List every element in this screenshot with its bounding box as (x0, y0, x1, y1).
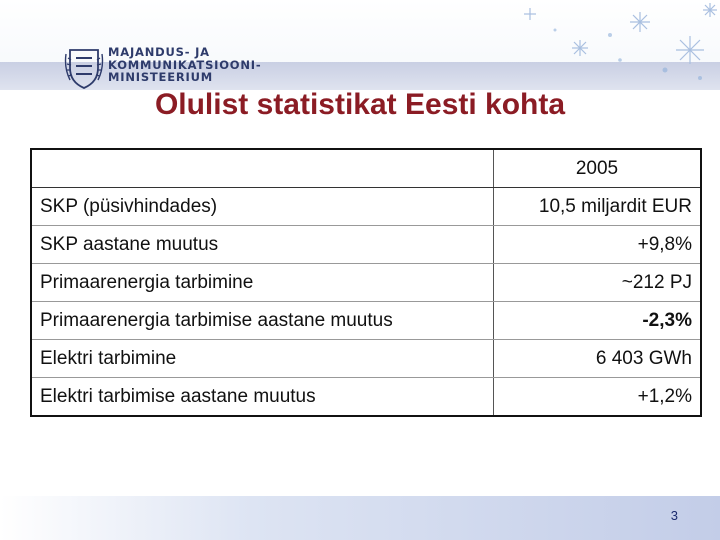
ministry-line: MAJANDUS- JA (108, 45, 210, 59)
row-value: +9,8% (494, 226, 702, 264)
ministry-line: MINISTEERIUM (108, 70, 213, 84)
row-value: ~212 PJ (494, 264, 702, 302)
table-row (31, 264, 701, 302)
row-label: Elektri tarbimise aastane muutus (31, 378, 494, 417)
table-row (31, 302, 701, 340)
slide-footer (0, 496, 720, 540)
table-row (31, 378, 701, 417)
row-label: Elektri tarbimine (31, 340, 494, 378)
slide-header (0, 0, 720, 90)
row-value: 10,5 miljardit EUR (494, 188, 702, 226)
page-number: 3 (670, 508, 678, 523)
row-label: Primaarenergia tarbimine (31, 264, 494, 302)
row-label: Primaarenergia tarbimise aastane muutus (31, 302, 494, 340)
row-label: SKP (püsivhindades) (31, 188, 494, 226)
ministry-line: KOMMUNIKATSIOONI- (108, 57, 262, 72)
row-value: -2,3% (494, 302, 702, 340)
table-header-year: 2005 (494, 149, 702, 188)
ministry-name (108, 46, 261, 84)
snowflake-decoration-icon (390, 0, 720, 90)
row-label: SKP aastane muutus (31, 226, 494, 264)
table-row (31, 226, 701, 264)
table-header-row (31, 149, 701, 188)
table-row (31, 340, 701, 378)
table-row (31, 188, 701, 226)
statistics-table (30, 148, 702, 417)
slide-title: Olulist statistikat Eesti kohta (154, 88, 566, 121)
table-header-label (31, 149, 494, 188)
row-value: 6 403 GWh (494, 340, 702, 378)
row-value: +1,2% (637, 385, 692, 407)
estonian-coat-of-arms-icon (64, 44, 104, 90)
